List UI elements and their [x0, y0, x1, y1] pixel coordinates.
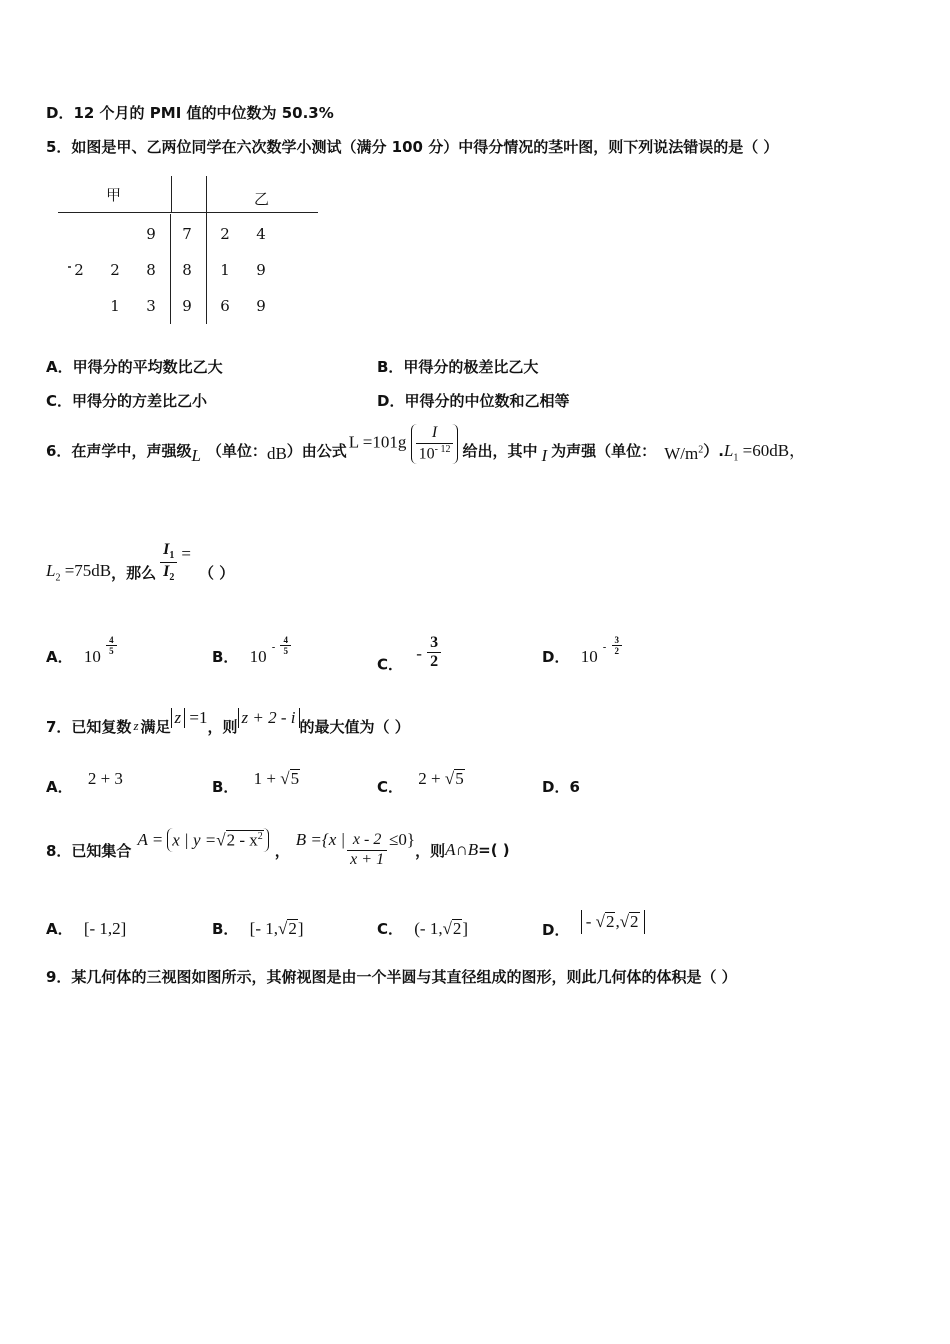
ratio-frac	[160, 541, 177, 583]
option-label: B．	[212, 648, 239, 666]
frac-num: I	[416, 424, 454, 443]
option-exp	[280, 635, 291, 657]
left-leaf: 3	[146, 297, 156, 315]
option-label: A．	[46, 920, 73, 938]
q7-text: 的最大值为（ ）	[299, 717, 410, 736]
q4-option-d: D．12 个月的 PMI 值的中位数为 50.3%	[46, 104, 334, 122]
left-leaf: 9	[146, 225, 156, 243]
q5-option-d: D．甲得分的中位数和乙相等	[377, 392, 570, 410]
header-divider-left	[171, 176, 172, 212]
q6-option-a	[46, 634, 117, 668]
set-A-cond: x | y =	[172, 830, 217, 850]
q7-option-b	[212, 769, 300, 797]
target-expr	[238, 708, 300, 728]
option-frac	[427, 634, 441, 672]
unit-db: dB	[266, 444, 287, 463]
formula-prefix: L =101g	[348, 432, 407, 452]
q6-text: 6．在声学中，声强级	[46, 441, 192, 460]
cond-val: =1	[185, 708, 208, 727]
option-mid: ,	[615, 912, 620, 931]
option-label: C．	[377, 778, 404, 796]
formula-L	[349, 424, 459, 463]
set-A: x | $y =√2 - x^2$	[167, 828, 269, 853]
q6-text: 为声强（单位：	[551, 441, 657, 460]
var-I: I	[541, 446, 548, 465]
option-exp	[106, 635, 117, 657]
q6-option-b	[212, 634, 291, 668]
q8-stem	[46, 824, 510, 876]
q7-text: 满足	[140, 717, 171, 736]
q6-option-c	[377, 634, 441, 684]
L1-var: L	[723, 441, 734, 461]
q6-text: ，那么	[111, 563, 157, 582]
option-exp	[612, 635, 623, 657]
right-leaf: 1	[220, 261, 230, 279]
option-post: ]	[297, 919, 304, 938]
stem-digit: 8	[182, 261, 192, 279]
left-leaf: 1	[110, 297, 120, 315]
q8-option-c	[377, 918, 468, 939]
right-leaves	[214, 224, 272, 243]
option-label: A．	[46, 648, 73, 666]
option-value: 2 + √5	[418, 769, 464, 788]
radicand: 5	[455, 769, 464, 788]
q6-text: ）.	[703, 441, 724, 460]
frac-den: x + 1	[350, 850, 385, 868]
q7-text: ，则	[207, 717, 238, 736]
stem-leaf-plot	[58, 176, 320, 328]
q6-option-d	[542, 634, 622, 668]
exp-num: 4	[106, 635, 117, 646]
frac-den: 2	[430, 653, 439, 671]
option-label: D．	[542, 921, 570, 939]
q7-stem	[46, 708, 410, 744]
right-leaves	[214, 260, 272, 279]
den-base: 10	[418, 445, 435, 463]
equals-sign: =	[181, 544, 191, 563]
q7-text: 7．已知复数	[46, 717, 132, 736]
option-value: - √2,√2	[581, 910, 645, 934]
stem-divider-left	[170, 214, 171, 324]
q8-text: ，则	[415, 841, 446, 860]
L1-sub: 1	[733, 452, 739, 464]
left-leaf: 2	[74, 261, 84, 279]
option-post: ]	[462, 919, 469, 938]
rad-exp: 2	[257, 830, 263, 842]
option-value: [- 1,√2]	[249, 919, 304, 938]
exp-sign: -	[271, 642, 276, 653]
radicand: 2	[630, 912, 639, 931]
option-base: 10	[249, 647, 267, 666]
option-base: 10	[580, 647, 598, 666]
frac-den	[416, 444, 454, 464]
q9-stem: 9．某几何体的三视图如图所示，其俯视图是由一个半圆与其直径组成的图形，则此几何体的体积是（ ）	[46, 968, 737, 986]
option-sign: -	[416, 644, 422, 664]
q6-text: ）由公式	[286, 441, 347, 460]
option-label: B．	[212, 920, 239, 938]
q5-stem: 5．如图是甲、乙两位同学在六次数学小测试（满分 100 分）中得分情况的茎叶图，则下列说法错误的是（ ）	[46, 138, 779, 156]
q8-text: 8．已知集合	[46, 841, 132, 860]
right-leaf: 9	[256, 297, 266, 315]
q6-answer-paren: （ ）	[199, 563, 235, 582]
q7-option-d: D．6	[542, 778, 580, 796]
radicand: 2	[288, 919, 297, 938]
ratio-den-var: I	[163, 562, 170, 580]
condition-expr	[171, 708, 208, 728]
ratio-num-sub: 1	[169, 550, 175, 561]
right-leaf: 2	[220, 225, 230, 243]
unit-wm2	[664, 444, 703, 464]
q8-option-a	[46, 918, 126, 939]
stem-divider-right	[206, 176, 207, 324]
right-leaves	[214, 296, 272, 315]
stem-digit: 9	[182, 297, 192, 315]
radicand: 2 - x	[226, 830, 258, 850]
q5-option-c: C．甲得分的方差比乙小	[46, 392, 208, 410]
abs-z: z	[171, 708, 186, 728]
L1-value	[724, 436, 806, 463]
option-value: (- 1,√2]	[414, 919, 469, 938]
stem-digit: 7	[182, 225, 192, 243]
q8-text: ，	[274, 841, 290, 860]
exp-num: 4	[280, 635, 291, 646]
den-exp: - 12	[434, 443, 451, 455]
frac-num: 3	[427, 634, 441, 653]
q6-text: （单位：	[206, 441, 267, 460]
right-leaf: 9	[256, 261, 266, 279]
option-pre: (- 1,	[414, 919, 443, 938]
radicand: 5	[290, 769, 300, 788]
set-A-label: A =	[137, 830, 164, 849]
left-leaf: 2	[110, 261, 120, 279]
q5-option-b: B．甲得分的极差比乙大	[377, 358, 539, 376]
var-L: L	[191, 446, 201, 465]
left-header: 甲	[106, 186, 122, 204]
option-label: B．	[212, 778, 239, 796]
radicand: 2	[605, 912, 615, 931]
right-leaf: 6	[220, 297, 230, 315]
right-header: 乙	[254, 190, 270, 208]
ratio-num	[160, 541, 177, 563]
q6-text: 给出，其中	[462, 441, 538, 460]
abs-expr: z + 2 - i	[238, 708, 300, 728]
q5-option-a: A．甲得分的平均数比乙大	[46, 358, 223, 376]
set-B-label: B ={x |	[295, 830, 346, 849]
table-row	[68, 260, 162, 279]
exp-den: 5	[109, 646, 114, 656]
right-leaf: 4	[256, 225, 266, 243]
set-A-radical	[226, 830, 264, 850]
option-pre: -	[585, 912, 596, 931]
exp-num: 3	[612, 635, 623, 646]
option-value: 1 + √5	[253, 769, 300, 788]
set-B-frac	[347, 831, 387, 869]
option-label: C．	[377, 920, 404, 938]
option-pre: 2 +	[418, 769, 445, 788]
table-row	[68, 296, 162, 315]
stem-value	[176, 260, 198, 279]
ratio-den-sub: 2	[169, 571, 175, 583]
q8-option-b	[212, 918, 304, 939]
L2-value	[46, 561, 111, 583]
option-label: D．	[542, 648, 570, 666]
exp-den: 2	[614, 646, 619, 656]
q8-text: =( )	[478, 841, 510, 859]
unit-base: W/m	[664, 444, 699, 463]
var-z: z	[133, 718, 139, 733]
unit-exp: 2	[698, 444, 704, 456]
option-label: A．	[46, 778, 73, 796]
q6-stem-line2	[46, 536, 234, 588]
exp-sign: -	[602, 642, 607, 653]
option-value: [- 1,2]	[83, 919, 127, 938]
q7-option-a	[46, 769, 123, 797]
formula-paren	[411, 424, 459, 463]
ratio-den	[160, 563, 177, 584]
formula-frac	[416, 424, 454, 463]
L2-val: =75dB	[60, 560, 112, 580]
stem-value	[176, 224, 198, 243]
L2-sub: 2	[55, 572, 61, 584]
q6-stem-line1	[46, 424, 806, 476]
ratio-num-var: I	[163, 540, 170, 558]
L2-var: L	[46, 560, 56, 580]
option-pre: 1 +	[253, 769, 281, 788]
frac-num: x - 2	[347, 831, 387, 850]
q8-option-d	[542, 912, 645, 942]
L1-val: =60dB，	[738, 441, 807, 461]
intersection: A∩B	[445, 840, 479, 859]
option-label: C．	[377, 655, 404, 674]
option-base: 10	[83, 647, 101, 666]
stem-value	[176, 296, 198, 315]
q7-option-c	[377, 769, 465, 797]
option-value: 2 + 3	[87, 769, 123, 788]
radicand: 2	[452, 919, 462, 938]
option-pre: [- 1,	[249, 919, 278, 938]
set-B-post: ≤0}	[389, 830, 416, 849]
left-leaf: 8	[146, 261, 156, 279]
table-row	[68, 224, 162, 243]
header-rule	[58, 212, 318, 213]
exp-den: 5	[283, 646, 288, 656]
